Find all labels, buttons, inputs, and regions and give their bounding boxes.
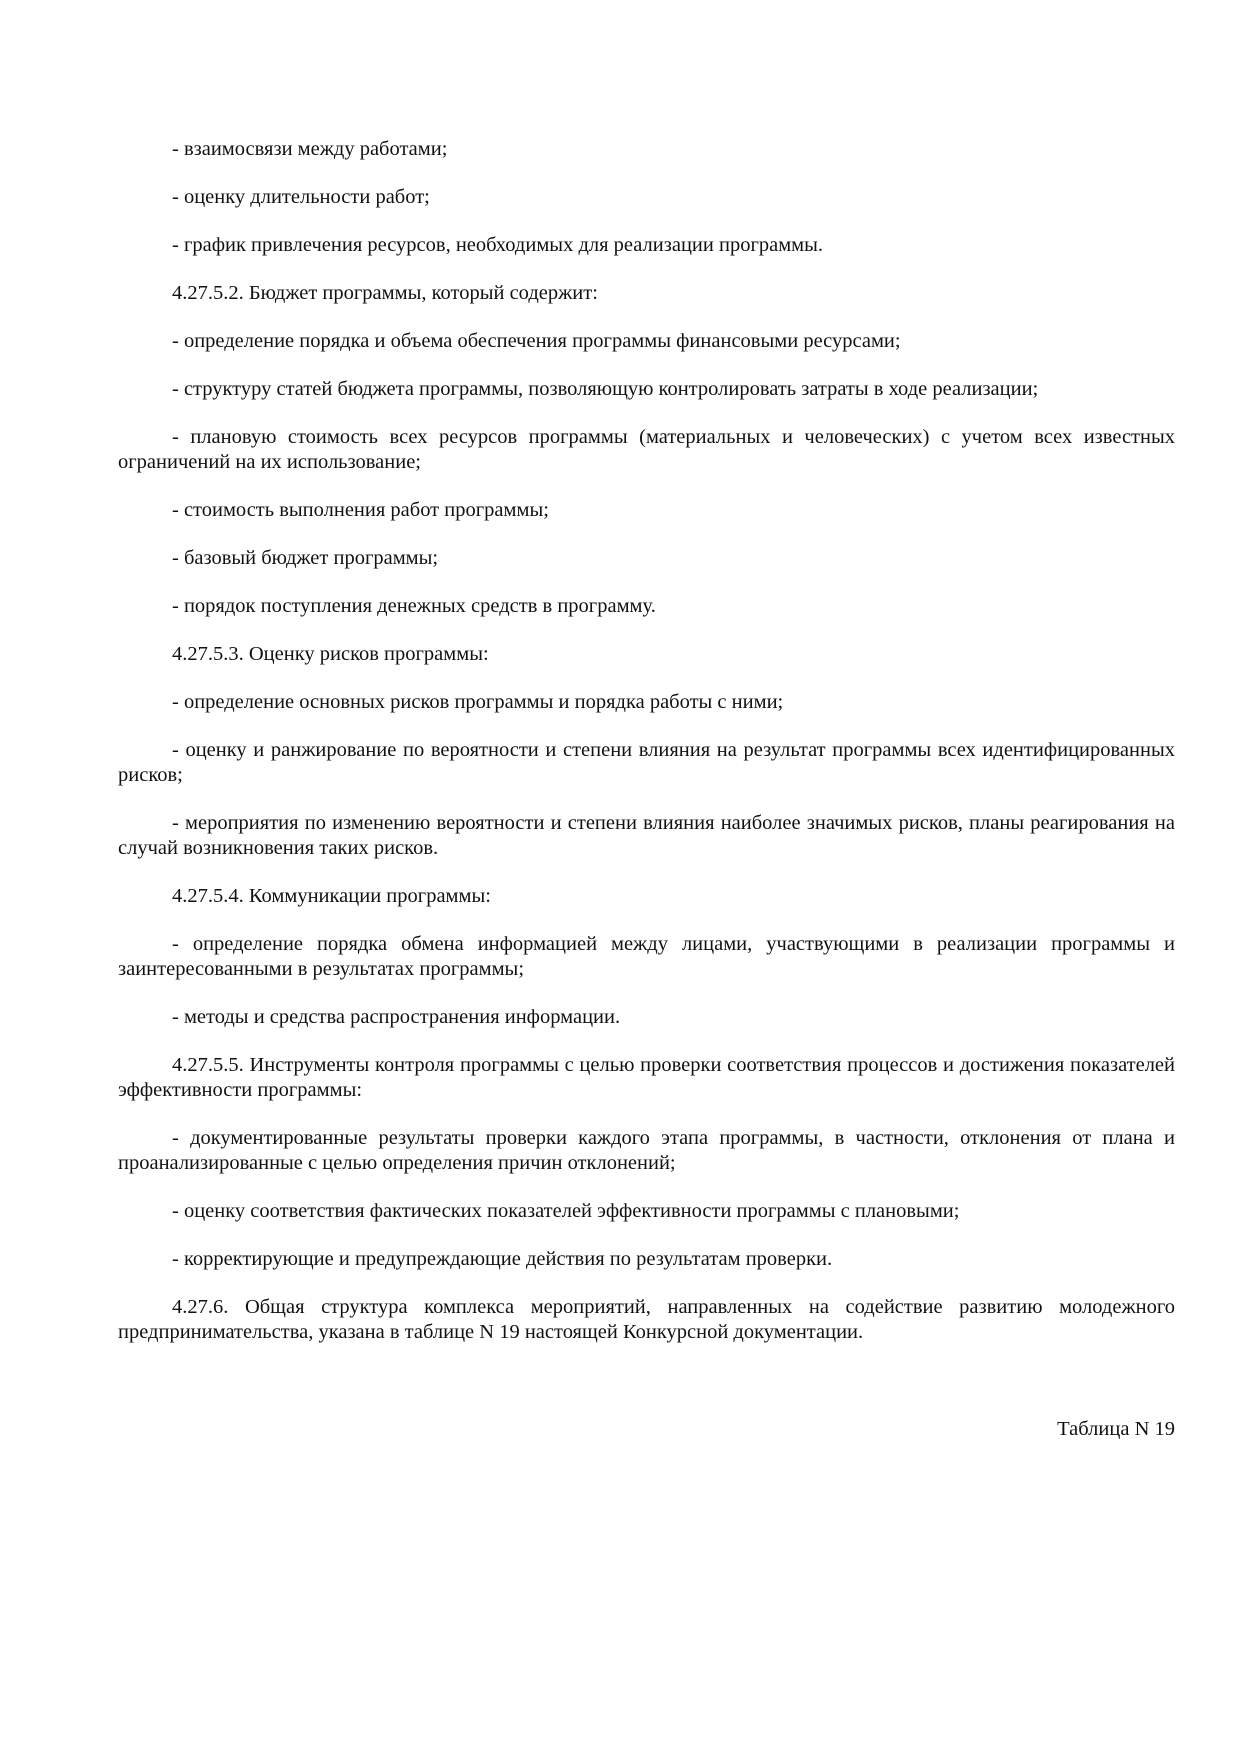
paragraph: - порядок поступления денежных средств в программу. [172,595,656,617]
paragraph: 4.27.5.5. Инструменты контроля программы с целью проверки соответствия процессов и достижения показателей эффективности программы: [118,1054,1175,1101]
paragraph: - стоимость выполнения работ программы; [172,499,549,521]
paragraph: - методы и средства распространения информации. [172,1006,621,1028]
table-caption: Таблица N 19 [1057,1418,1175,1440]
paragraph: - оценку и ранжирование по вероятности и степени влияния на результат программы всех идентифицированных рисков; [118,739,1175,786]
paragraph: - определение основных рисков программы и порядка работы с ними; [172,691,784,713]
document-body [118,137,1175,1368]
paragraph: - структуру статей бюджета программы, позволяющую контролировать затраты в ходе реализации; [172,378,1039,400]
paragraph: - мероприятия по изменению вероятности и степени влияния наиболее значимых рисков, планы реагирования на случай возникновения таких рисков. [118,812,1175,859]
paragraph: 4.27.5.2. Бюджет программы, который содержит: [172,282,598,304]
paragraph: - корректирующие и предупреждающие действия по результатам проверки. [172,1248,833,1270]
paragraph: - оценку соответствия фактических показателей эффективности программы с плановыми; [172,1200,960,1222]
paragraph: - график привлечения ресурсов, необходимых для реализации программы. [172,234,824,256]
paragraph: - плановую стоимость всех ресурсов программы (материальных и человеческих) с учетом всех известных ограничений на их использование; [118,426,1175,473]
paragraph: 4.27.5.3. Оценку рисков программы: [172,643,489,665]
paragraph: - определение порядка обмена информацией между лицами, участвующими в реализации программы и заинтересованными в результатах программы; [118,933,1175,980]
paragraph: - базовый бюджет программы; [172,547,439,569]
paragraph: 4.27.5.4. Коммуникации программы: [172,885,491,907]
paragraph: - оценку длительности работ; [172,186,430,208]
paragraph: - взаимосвязи между работами; [172,138,448,160]
paragraph: 4.27.6. Общая структура комплекса мероприятий, направленных на содействие развитию молодежного предпринимательства, указана в таблице N 19 настоящей Конкурсной документации. [118,1296,1175,1343]
paragraph: - определение порядка и объема обеспечения программы финансовыми ресурсами; [172,330,901,352]
paragraph: - документированные результаты проверки каждого этапа программы, в частности, отклонения от плана и проанализированные с целью определения причин отклонений; [118,1127,1175,1174]
